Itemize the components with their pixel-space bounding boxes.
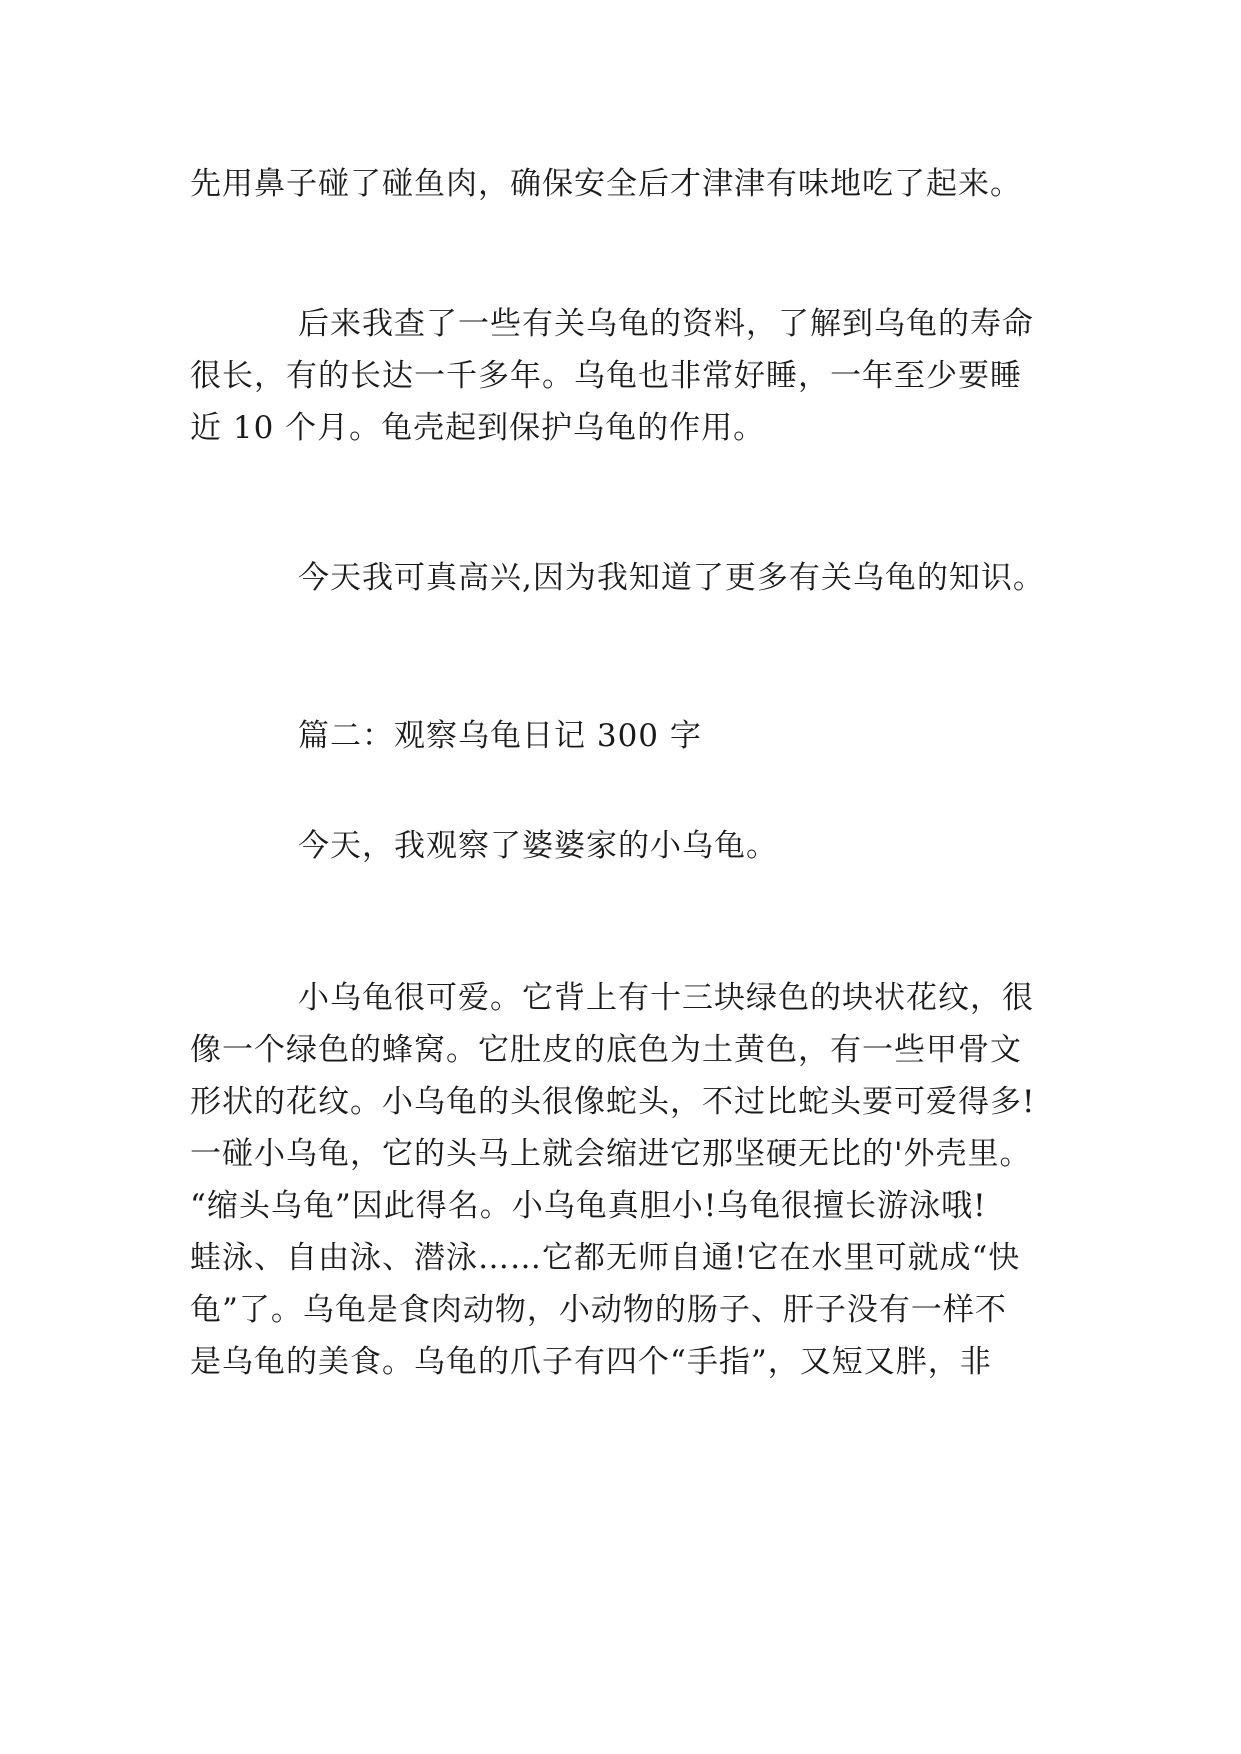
paragraph-2-line-2: 很长，有的长达一千多年。乌龟也非常好睡，一年至少要睡: [190, 358, 1022, 394]
paragraph-5-line-7: 龟”了。乌龟是食肉动物，小动物的肠子、肝子没有一样不: [190, 1292, 1007, 1328]
paragraph-5-line-3: 形状的花纹。小乌龟的头很像蛇头，不过比蛇头要可爱得多!: [190, 1084, 1036, 1120]
paragraph-1-line-1: 先用鼻子碰了碰鱼肉，确保安全后才津津有味地吃了起来。: [190, 166, 1022, 202]
paragraph-2-line-1: 后来我查了一些有关乌龟的资料，了解到乌龟的寿命: [298, 306, 1034, 342]
section-heading: 篇二：观察乌龟日记 300 字: [298, 718, 702, 754]
paragraph-3-line-1: 今天我可真高兴,因为我知道了更多有关乌龟的知识。: [298, 560, 1045, 596]
paragraph-5-line-6: 蛙泳、自由泳、潜泳……它都无师自通!它在水里可就成“快: [190, 1240, 1021, 1276]
paragraph-4-line-1: 今天，我观察了婆婆家的小乌龟。: [298, 828, 778, 864]
paragraph-5-line-8: 是乌龟的美食。乌龟的爪子有四个“手指”，又短又胖，非: [190, 1344, 992, 1380]
paragraph-5-line-4: 一碰小乌龟，它的头马上就会缩进它那坚硬无比的'外壳里。: [190, 1136, 1032, 1172]
paragraph-5-line-1: 小乌龟很可爱。它背上有十三块绿色的块状花纹，很: [298, 980, 1034, 1016]
paragraph-5-line-5: “缩头乌龟”因此得名。小乌龟真胆小!乌龟很擅长游泳哦!: [190, 1188, 987, 1224]
paragraph-5-line-2: 像一个绿色的蜂窝。它肚皮的底色为土黄色，有一些甲骨文: [190, 1032, 1022, 1068]
paragraph-2-line-3: 近 10 个月。龟壳起到保护乌龟的作用。: [190, 410, 766, 446]
